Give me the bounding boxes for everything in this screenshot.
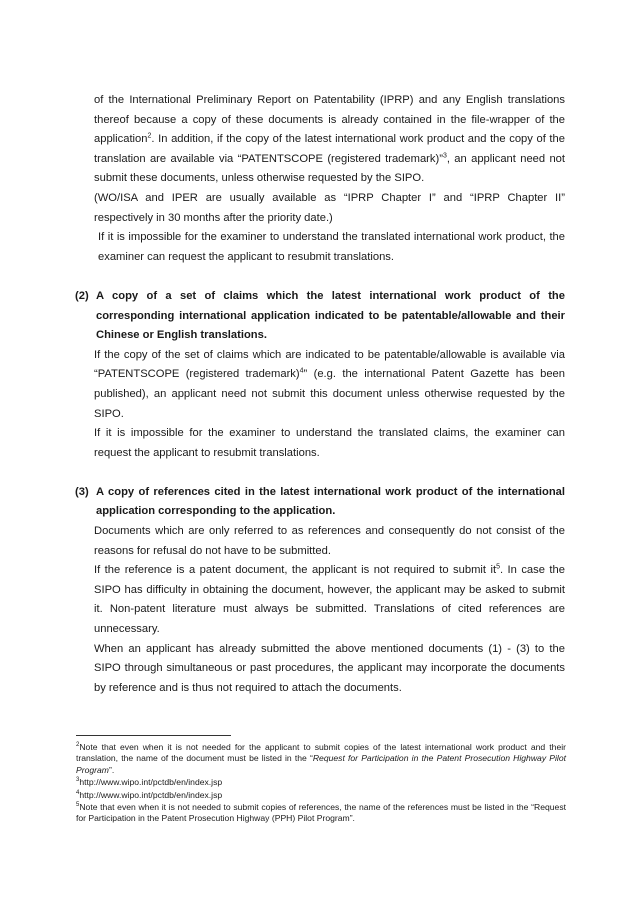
footnote-ref-4: 4 — [299, 367, 304, 375]
item-3-title: A copy of references cited in the latest international work product of the international application corresponding to the application. — [96, 485, 565, 518]
footnote-2-mark: 2 — [76, 742, 80, 749]
footnote-2-italic: Request for Participation in the Patent Prosecution Highway Pilot Program — [76, 753, 566, 775]
footnotes — [76, 742, 566, 826]
main-body — [75, 91, 566, 698]
intro-text-c: , an applicant need not submit these documents, unless otherwise requested by the SIPO. — [94, 152, 565, 185]
item-3-paragraph-1: Documents which are only referred to as references and consequently do not consist of the reasons for refusal do not have to be submitted. — [94, 525, 565, 557]
footnote-5 — [76, 802, 566, 825]
footnote-5-mark: 5 — [76, 802, 80, 809]
footnote-ref-3: 3 — [442, 152, 447, 160]
item-2 — [75, 287, 566, 463]
footnote-ref-5: 5 — [496, 563, 500, 571]
intro-paragraph-3: If it is impossible for the examiner to understand the translated international work product, the examiner can request the applicant to resubmit translations. — [98, 231, 565, 263]
footnote-separator — [76, 735, 231, 736]
footnote-3-link[interactable]: http://www.wipo.int/pctdb/en/index.jsp — [79, 777, 223, 788]
item-2-text-b: ” (e.g. the international Patent Gazette has been published), an applicant need not submit this document unless otherwise requested by the SIPO. — [94, 368, 566, 420]
footnote-5-text: Note that even when it is not needed to submit copies of references, the name of the references must be listed in the “Request for Participation in the Patent Prosecution Highway (PPH) Pilot Program”. — [76, 802, 566, 824]
item-2-body — [94, 346, 565, 464]
footnote-2-text-b: ”. — [108, 764, 115, 775]
item-2-heading — [75, 287, 565, 346]
footnote-4-link[interactable]: http://www.wipo.int/pctdb/en/index.jsp — [79, 789, 223, 800]
closing-paragraph: When an applicant has already submitted the above mentioned documents (1) - (3) to the SIPO through simultaneous or past procedures, the applicant may incorporate the documents by reference and is thus not required to attach the documents. — [94, 642, 565, 694]
item-3 — [75, 483, 565, 640]
intro-text-a: of the International Preliminary Report on Patentability (IPRP) and any English translations thereof because a copy of these documents is already contained in the file-wrapper of the application — [94, 94, 565, 146]
item-3-body — [94, 522, 565, 640]
footnote-4-mark: 4 — [76, 789, 80, 796]
item-3-text-a: If the reference is a patent document, the applicant is not required to submit it — [94, 564, 497, 577]
intro-paragraph-2: (WO/ISA and IPER are usually available as “IPRP Chapter I” and “IPRP Chapter II” respectively in 30 months after the priority date.) — [94, 191, 565, 224]
footnote-ref-2: 2 — [147, 132, 152, 140]
item-3-text-b: . In case the SIPO has difficulty in obtaining the document, however, the applicant may be asked to submit it. Non-patent literature must always be submitted. Translations of cited references are unnecessary. — [94, 564, 565, 636]
item-2-paragraph-1 — [94, 346, 565, 424]
footnote-2-text-a: Note that even when it is not needed for the applicant to submit copies of the latest international work product and their translation, the name of the document must be listed in the “ — [76, 742, 566, 764]
item-2-number: (2) — [75, 289, 89, 302]
intro-text-b: . In addition, if the copy of the latest international work product and the copy of the translation are available via “PATENTSCOPE (registered trademark)” — [94, 133, 565, 165]
item-2-paragraph-2: If it is impossible for the examiner to understand the translated claims, the examiner can request the applicant to resubmit translations. — [94, 427, 565, 459]
item-2-text-a: If the copy of the set of claims which are indicated to be patentable/allowable is available via “PATENTSCOPE (registered trademark) — [94, 348, 565, 381]
footnote-3-mark: 3 — [76, 777, 80, 784]
item-3-paragraph-2 — [94, 561, 565, 639]
footnote-3 — [76, 777, 566, 788]
item-3-number: (3) — [75, 485, 89, 498]
item-3-heading — [75, 483, 565, 522]
footnote-2 — [76, 742, 566, 776]
intro-paragraph-1 — [94, 91, 565, 189]
item-2-title: A copy of a set of claims which the latest international work product of the corresponding international application indicated to be patentable/allowable and their Chinese or English translations. — [96, 289, 565, 342]
footnote-4 — [76, 790, 566, 801]
